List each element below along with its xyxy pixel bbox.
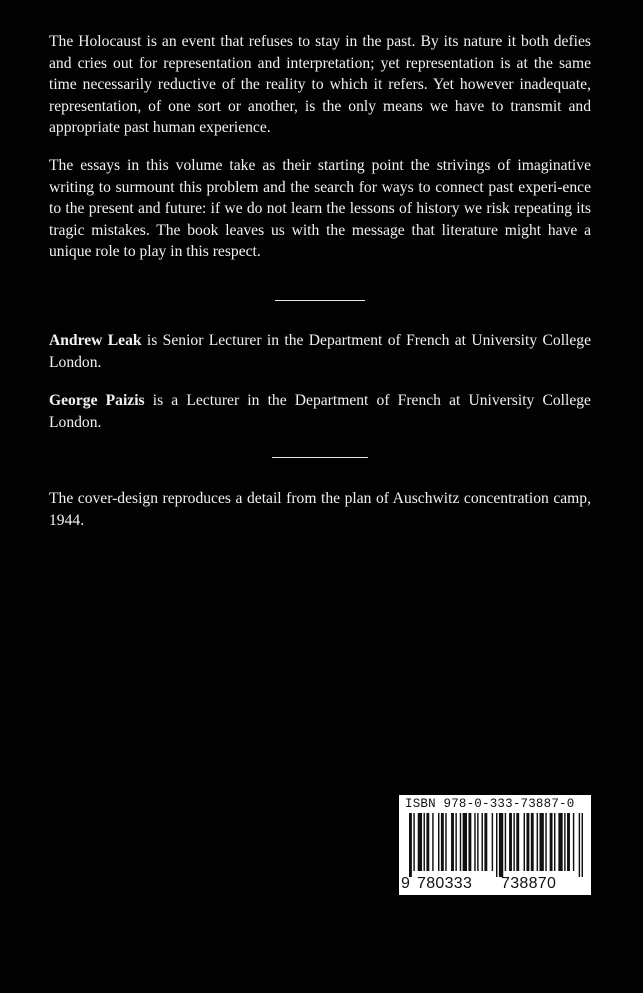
barcode-bar [564,813,565,871]
barcode-bar [477,813,478,871]
barcode-bar [537,813,538,871]
barcode-bar [582,813,583,877]
divider-rule [275,300,365,301]
barcode-bar [550,813,553,871]
barcode-bar [567,813,570,871]
barcode-bar [451,813,454,871]
barcode-bar [463,813,467,871]
barcode-bar [554,813,555,871]
barcode-bar [460,813,461,871]
isbn-barcode [399,795,591,895]
barcode-bar [424,813,425,871]
barcode-bar [418,813,422,871]
barcode-bar [526,813,529,871]
author-name-2: George Paizis [49,392,145,409]
author-name-1: Andrew Leak [49,332,142,349]
author-bio-text-1: is Senior Lecturer in the Department of French at University College London. [49,332,591,371]
barcode-bar [468,813,471,871]
barcode-bar [516,813,519,871]
barcode-bar [426,813,429,871]
barcode-bar [573,813,574,871]
barcode-bar [496,813,497,877]
barcode-bar [482,813,483,871]
cover-design-note: The cover-design reproduces a detail from the plan of Auschwitz concentration camp, 1944. [49,490,591,529]
barcode-bars [409,813,583,877]
barcode-bar [499,813,503,877]
barcode-bar [438,813,439,871]
barcode-bar [509,813,512,871]
barcode-digits-right: 738870 [501,875,557,892]
barcode-bar [409,813,412,877]
barcode-bar [413,813,414,871]
blurb-paragraph-1: The Holocaust is an event that refuses to stay in the past. By its nature it both defies and cries out for representation and interpretation; yet representation is at the same time necessarily reductive of the reality to which it refers. Yet however inadequate, representation, of one sort or another, is the only means we have to transmit and appropriate past human experience. [49,33,591,136]
author-bio-1 [49,330,591,373]
isbn-label: ISBN 978-0-333-73887-0 [405,797,575,811]
barcode-lead-digit: 9 [401,875,410,892]
barcode-bar [484,813,487,871]
author-bio-text-2: is a Lecturer in the Department of French at University College London. [49,392,591,431]
barcode-bar [492,813,493,871]
blurb-paragraph-2: The essays in this volume take as their starting point the strivings of imaginative writing to surmount this problem and the search for ways to connect past experi-ence to the present and future: if we do not learn the lessons of history we risk repeating its tragic mistakes. The book leaves us with the message that literature might have a unique role to play in this respect. [49,157,591,260]
barcode-bar [558,813,562,871]
barcode-bar [445,813,446,871]
barcode-bar [474,813,475,871]
barcode-bar [513,813,514,871]
barcode-bar [531,813,534,871]
barcode-digits-left: 780333 [417,875,473,892]
barcode-bar [432,813,433,871]
author-bio-2 [49,390,591,433]
barcode-bar [455,813,456,871]
divider-rule [272,457,368,458]
barcode-bar [524,813,525,871]
barcode-bar [540,813,544,871]
barcode-bar [505,813,506,871]
barcode-bar [545,813,546,871]
barcode-bar [579,813,580,877]
barcode-bar [441,813,444,871]
